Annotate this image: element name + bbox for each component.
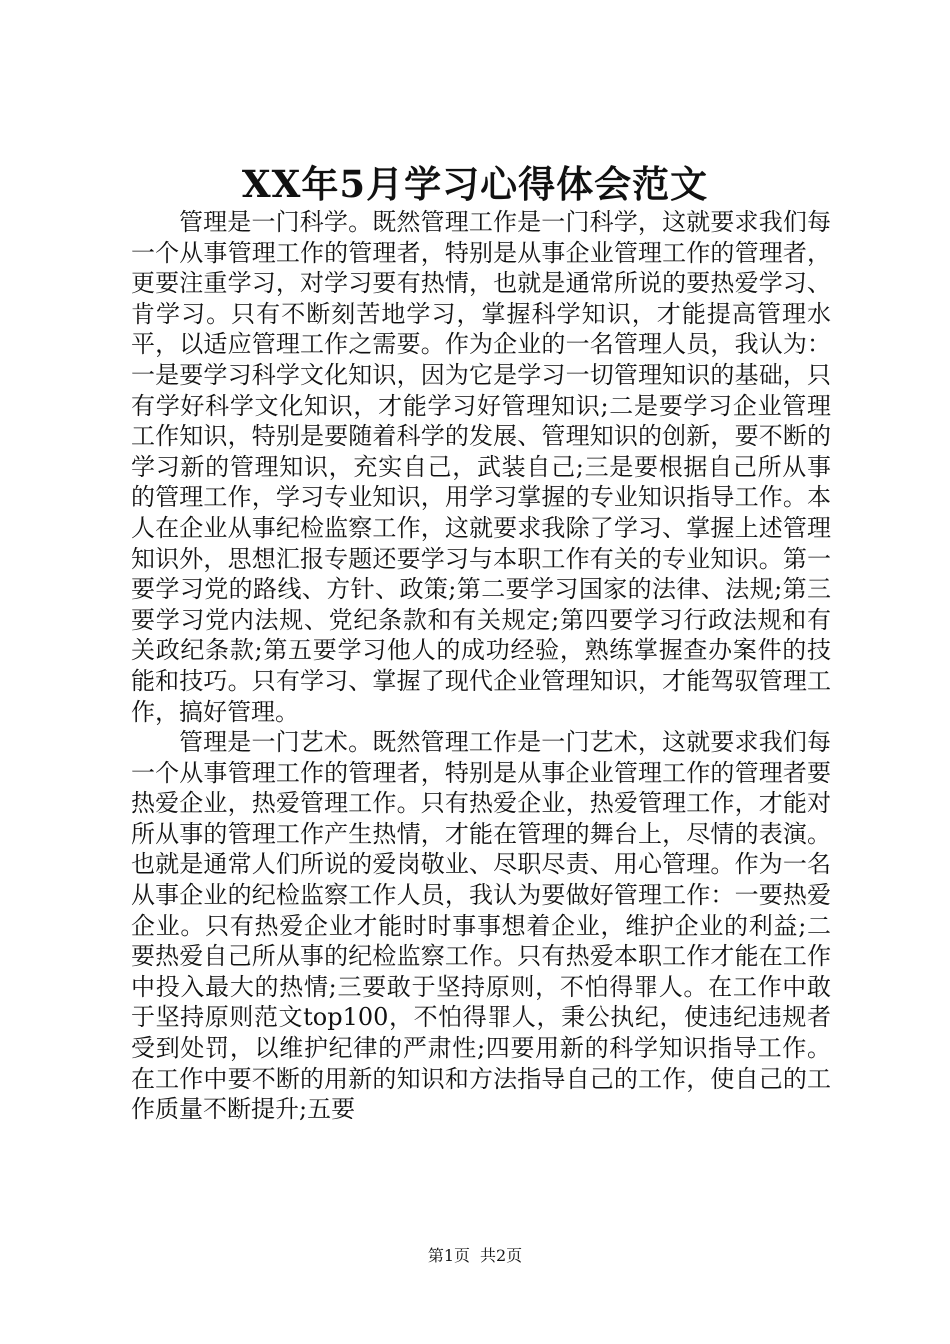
page-number: 第1页	[427, 1246, 470, 1265]
page-total: 共2页	[480, 1246, 523, 1265]
paragraph-2: 管理是一门艺术。既然管理工作是一门艺术，这就要求我们每一个从事管理工作的管理者，特别是从事企业管理工作的管理者要热爱企业，热爱管理工作。只有热爱企业，热爱管理工作，才能对所从事的管理工作产生热情，才能在管理的舞台上，尽情的表演。也就是通常人们所说的爱岗敬业、尽职尽责、用心管理。作为一名从事企业的纪检监察工作人员，我认为要做好管理工作：一要热爱企业。只有热爱企业才能时时事事想着企业，维护企业的利益;二要热爱自己所从事的纪检监察工作。只有热爱本职工作才能在工作中投入最大的热情;三要敢于坚持原则，不怕得罪人。在工作中敢于坚持原则范文top100，不怕得罪人，秉公执纪，使违纪违规者受到处罚，以维护纪律的严肃性;四要用新的科学知识指导工作。在工作中要不断的用新的知识和方法指导自己的工作，使自己的工作质量不断提升;五要	[131, 728, 831, 1124]
document-title: XX年5月学习心得体会范文	[241, 162, 709, 206]
page-footer	[0, 1246, 950, 1266]
document-body	[131, 207, 831, 1125]
paragraph-1: 管理是一门科学。既然管理工作是一门科学，这就要求我们每一个从事管理工作的管理者，特别是从事企业管理工作的管理者，更要注重学习，对学习要有热情，也就是通常所说的要热爱学习、肯学习。只有不断刻苦地学习，掌握科学知识，才能提高管理水平，以适应管理工作之需要。作为企业的一名管理人员，我认为：一是要学习科学文化知识，因为它是学习一切管理知识的基础，只有学好科学文化知识，才能学习好管理知识;二是要学习企业管理工作知识，特别是要随着科学的发展、管理知识的创新，要不断的学习新的管理知识，充实自己，武装自己;三是要根据自己所从事的管理工作，学习专业知识，用学习掌握的专业知识指导工作。本人在企业从事纪检监察工作，这就要求我除了学习、掌握上述管理知识外，思想汇报专题还要学习与本职工作有关的专业知识。第一要学习党的路线、方针、政策;第二要学习国家的法律、法规;第三要学习党内法规、党纪条款和有关规定;第四要学习行政法规和有关政纪条款;第五要学习他人的成功经验，熟练掌握查办案件的技能和技巧。只有学习、掌握了现代企业管理知识，才能驾驭管理工作，搞好管理。	[131, 208, 831, 726]
